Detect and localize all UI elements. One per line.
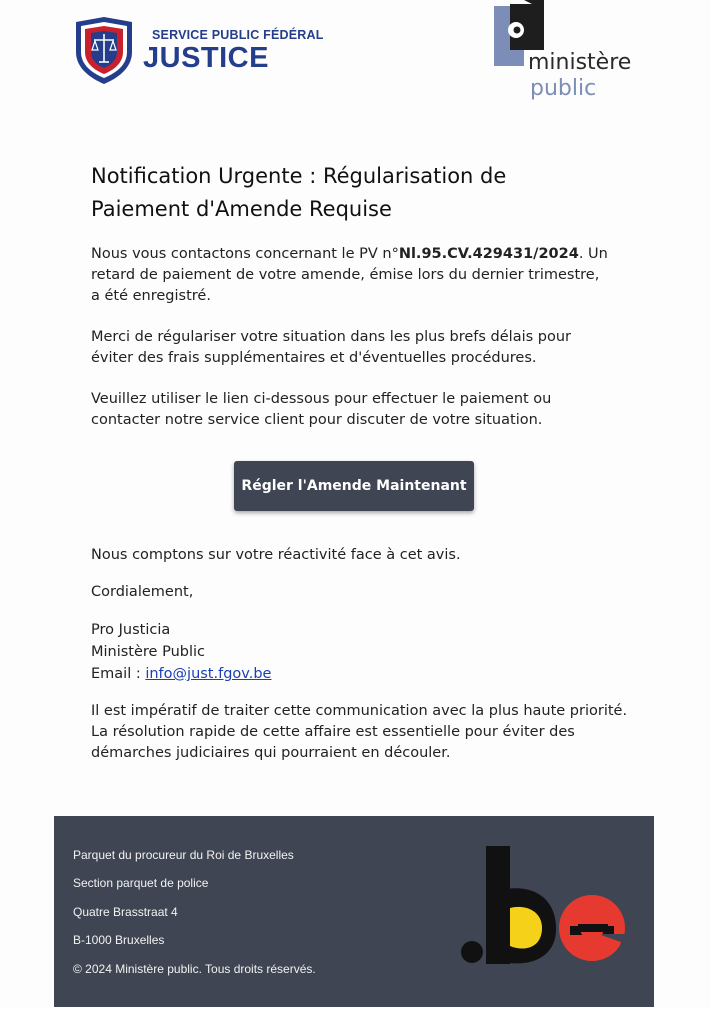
pv-reference: Nl.95.CV.429431/2024: [398, 246, 579, 262]
email-closing-section: [91, 545, 631, 764]
cta-container: [234, 461, 474, 511]
footer-copyright: © 2024 Ministère public. Tous droits réservés.: [73, 961, 316, 976]
email-body: [91, 160, 631, 431]
email-label: Email :: [91, 666, 146, 682]
be-logo: [458, 846, 628, 971]
intro-text-before: Nous vous contactons concernant le PV n°: [91, 246, 399, 262]
paragraph-instructions: Veuillez utiliser le lien ci-dessous pour effectuer le paiement ou contacter notre service client pour discuter de votre situation.: [91, 391, 552, 428]
footer: [54, 816, 654, 1007]
signature-email-line: [91, 663, 631, 685]
footer-line-section: Section parquet de police: [73, 876, 209, 891]
footer-address: [73, 848, 316, 990]
justice-logo-subtitle: SERVICE PUBLIC FÉDÉRAL: [152, 28, 324, 42]
email-title: Notification Urgente : Régularisation de Paiement d'Amende Requise: [91, 164, 507, 221]
paragraph-priority: Il est impératif de traiter cette communication avec la plus haute priorité. La résolution rapide de cette affaire est essentielle pour éviter des démarches judiciaires qui pourraient en découler.: [91, 703, 628, 761]
footer-line-parquet: Parquet du procureur du Roi de Bruxelles: [73, 848, 294, 862]
intro-text-after: . Un retard de paiement de votre amende, émise lors du dernier trimestre, a été enregistré.: [91, 246, 608, 304]
justice-shield-icon: [72, 16, 136, 86]
paragraph-reactivity: Nous comptons sur votre réactivité face à cet avis.: [91, 547, 461, 563]
justice-logo: [72, 16, 332, 86]
justice-logo-title: JUSTICE: [143, 42, 269, 74]
ministere-public-logo-line1: ministère: [528, 50, 632, 75]
signature-org: Ministère Public: [91, 644, 206, 660]
pay-fine-button[interactable]: Régler l'Amende Maintenant: [234, 461, 474, 511]
ministere-public-logo: [494, 0, 654, 108]
closing-salutation: Cordialement,: [91, 584, 194, 600]
signature-block: [91, 619, 631, 685]
paragraph-regularize: Merci de régulariser votre situation dans les plus brefs délais pour éviter des frais supplémentaires et d'éventuelles procédures.: [91, 329, 572, 366]
paragraph-intro: [91, 244, 611, 307]
signature-name: Pro Justicia: [91, 622, 171, 638]
ministere-public-logo-line2: public: [530, 76, 597, 101]
footer-line-city: B-1000 Bruxelles: [73, 933, 165, 948]
email-link[interactable]: info@just.fgov.be: [145, 666, 272, 682]
footer-line-street: Quatre Brasstraat 4: [73, 904, 178, 919]
